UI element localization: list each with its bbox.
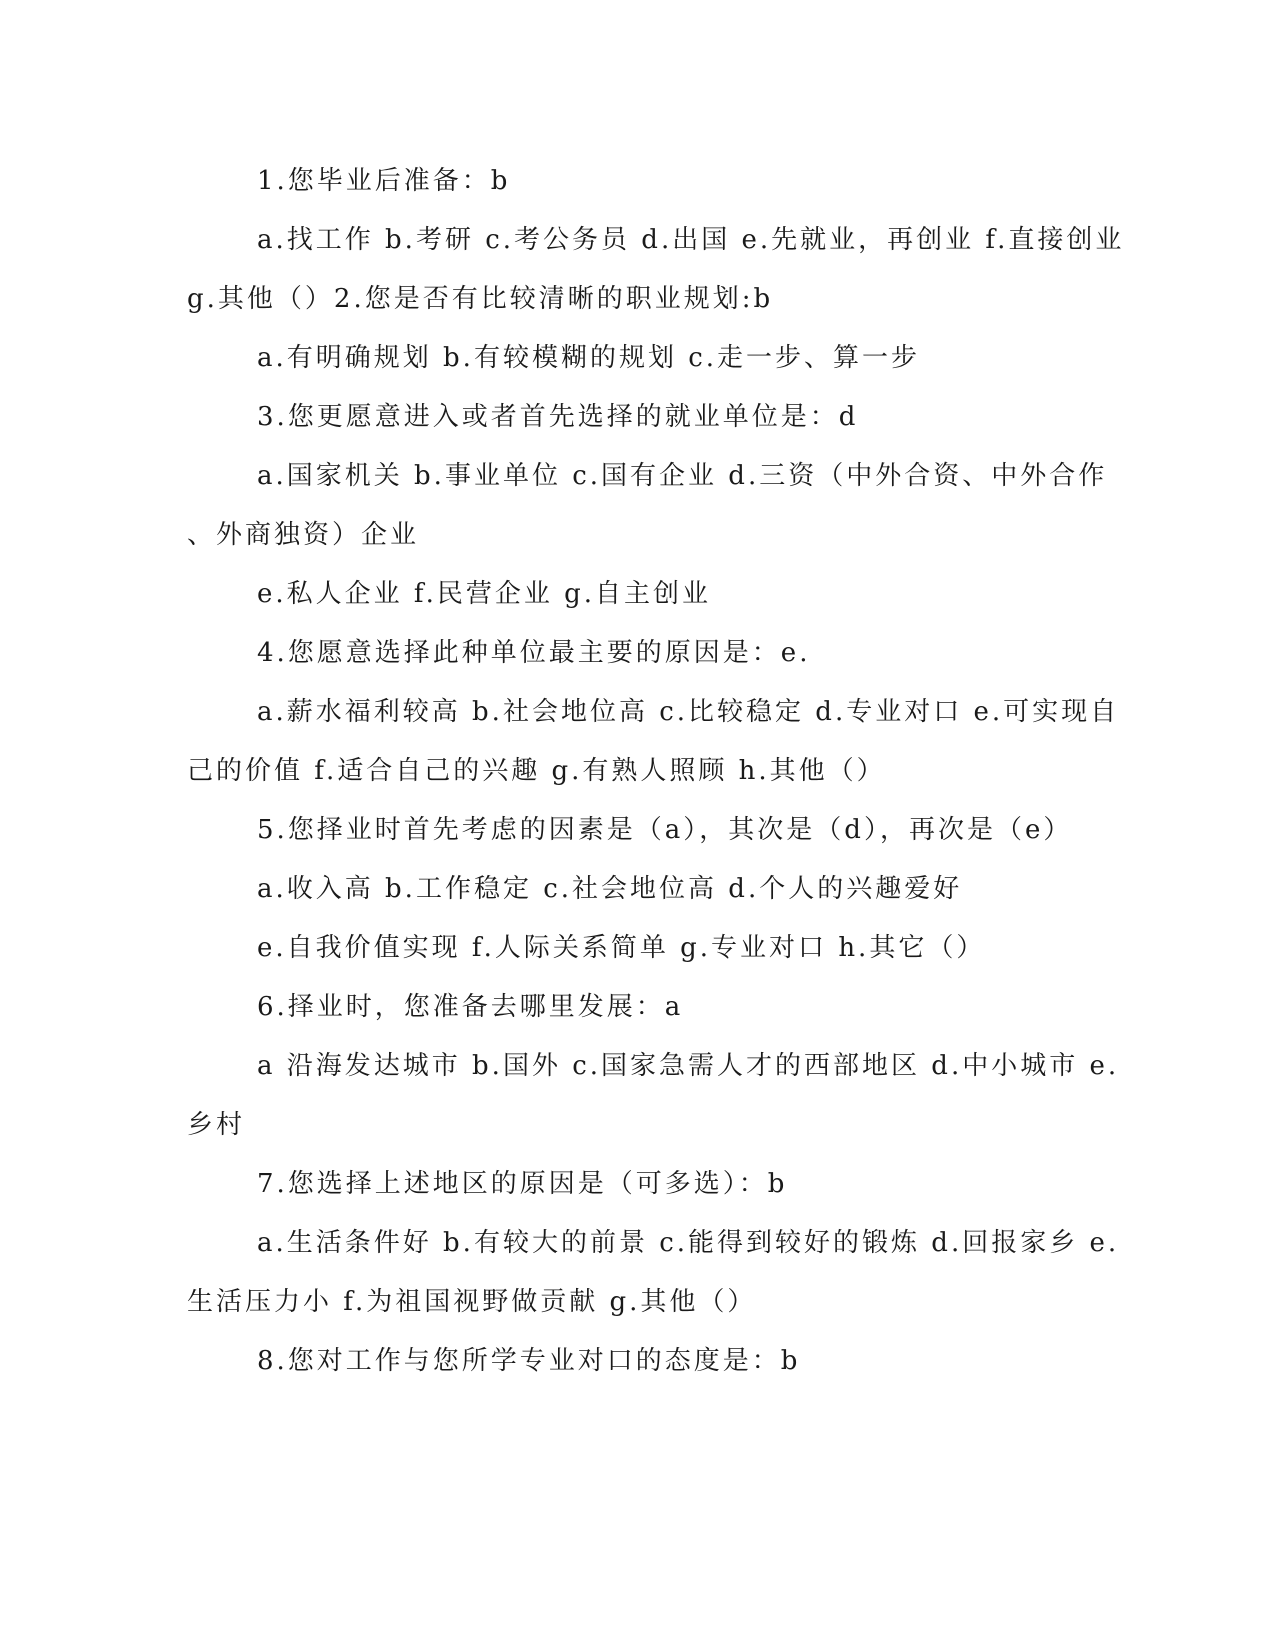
question-8: 8.您对工作与您所学专业对口的态度是：b — [257, 1346, 801, 1376]
question-7-options: a.生活条件好 b.有较大的前景 c.能得到较好的锻炼 d.回报家乡 e. — [257, 1228, 1120, 1258]
question-3: 3.您更愿意进入或者首先选择的就业单位是：d — [257, 402, 859, 432]
question-6: 6.择业时，您准备去哪里发展：a — [257, 992, 684, 1022]
question-4-options-continued: 己的价值 f.适合自己的兴趣 g.有熟人照顾 h.其他（） — [187, 756, 886, 786]
question-5-options: a.收入高 b.工作稳定 c.社会地位高 d.个人的兴趣爱好 — [257, 874, 963, 904]
question-1-options: a.找工作 b.考研 c.考公务员 d.出国 e.先就业，再创业 f.直接创业 — [257, 225, 1125, 255]
question-2-options: a.有明确规划 b.有较模糊的规划 c.走一步、算一步 — [257, 343, 921, 373]
question-6-options: a 沿海发达城市 b.国外 c.国家急需人才的西部地区 d.中小城市 e. — [257, 1051, 1120, 1081]
question-5: 5.您择业时首先考虑的因素是（a），其次是（d），再次是（e） — [257, 815, 1073, 845]
question-3-options-more: e.私人企业 f.民营企业 g.自主创业 — [257, 579, 712, 609]
question-7-options-continued: 生活压力小 f.为祖国视野做贡献 g.其他（） — [187, 1287, 757, 1317]
question-1-options-continued: g.其他（）2.您是否有比较清晰的职业规划:b — [187, 284, 774, 314]
question-6-options-continued: 乡村 — [187, 1110, 246, 1140]
question-3-options-continued: 、外商独资）企业 — [187, 520, 420, 550]
question-5-options-more: e.自我价值实现 f.人际关系简单 g.专业对口 h.其它（） — [257, 933, 986, 963]
question-1: 1.您毕业后准备：b — [257, 166, 511, 196]
question-4-options: a.薪水福利较高 b.社会地位高 c.比较稳定 d.专业对口 e.可实现自 — [257, 697, 1120, 727]
question-7: 7.您选择上述地区的原因是（可多选）：b — [257, 1169, 788, 1199]
question-3-options: a.国家机关 b.事业单位 c.国有企业 d.三资（中外合资、中外合作 — [257, 461, 1108, 491]
question-4: 4.您愿意选择此种单位最主要的原因是：e. — [257, 638, 811, 668]
